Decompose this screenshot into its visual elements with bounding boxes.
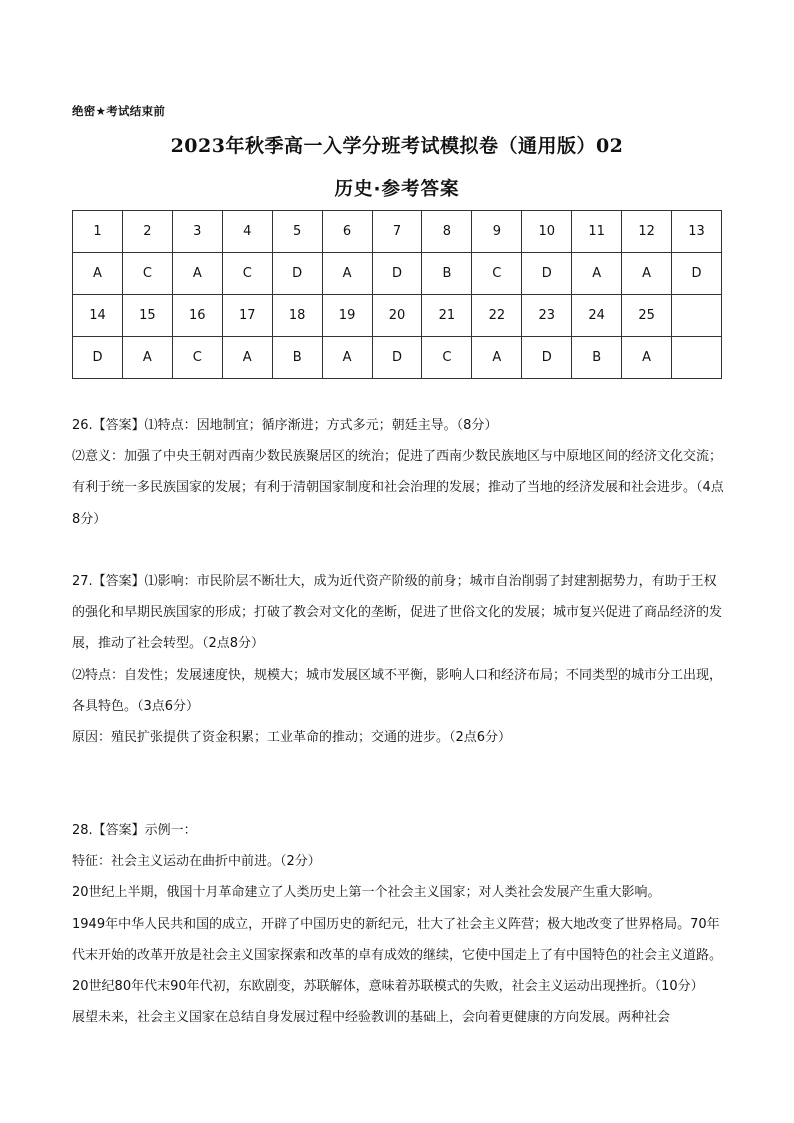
question-number-cell: 11: [572, 211, 622, 253]
table-row: [73, 211, 722, 253]
answer-letter-cell: D: [372, 253, 422, 295]
answer-letter-cell: C: [472, 253, 522, 295]
question-number-cell: 3: [172, 211, 222, 253]
question-number-cell: 23: [522, 295, 572, 337]
question-number-cell: 22: [472, 295, 522, 337]
answer-letter-cell: A: [172, 253, 222, 295]
question-number-cell: 15: [122, 295, 172, 337]
question-number-cell: 13: [672, 211, 722, 253]
answer-letter-cell: A: [572, 253, 622, 295]
question-number-cell: 19: [322, 295, 372, 337]
answer-28-feature: 特征：社会主义运动在曲折中前进。（2分）: [72, 854, 321, 870]
answer-letter-cell: A: [622, 253, 672, 295]
question-number-cell: 17: [222, 295, 272, 337]
answer-26: [72, 410, 724, 535]
table-row: [73, 295, 722, 337]
confidential-label: 绝密★考试结束前: [72, 104, 166, 118]
answer-letter-cell: C: [172, 337, 222, 379]
answer-letter-cell: [672, 337, 722, 379]
answer-letter-cell: C: [222, 253, 272, 295]
question-number-cell: 18: [272, 295, 322, 337]
question-number-cell: 14: [73, 295, 123, 337]
answer-letter-cell: A: [73, 253, 123, 295]
question-number-cell: 16: [172, 295, 222, 337]
answer-letter-cell: C: [422, 337, 472, 379]
question-number-cell: 1: [73, 211, 123, 253]
question-number-cell: 6: [322, 211, 372, 253]
answer-letter-cell: A: [122, 337, 172, 379]
question-number-cell: 5: [272, 211, 322, 253]
answer-28-heading: 28.【答案】示例一：: [72, 823, 197, 838]
question-number-cell: 4: [222, 211, 272, 253]
answer-letter-cell: A: [322, 253, 372, 295]
answer-28-para2: 1949年中华人民共和国的成立，开辟了中国历史的新纪元，壮大了社会主义阵营；极大地改变了世界格局。70年代末开始的改革开放是社会主义国家探索和改革的卓有成效的继续，它使中国走上了有中国特色的社会主义道路。20世纪80年代末90年代初，东欧剧变，苏联解体，意味着苏联模式的失败，社会主义运动出现挫折。（10分）: [72, 916, 723, 995]
answer-table: [72, 210, 722, 379]
question-number-cell: 2: [122, 211, 172, 253]
answer-26-part1: 26.【答案】⑴特点：因地制宜；循序渐进；方式多元；朝廷主导。（8分）: [72, 418, 498, 433]
answer-letter-cell: B: [572, 337, 622, 379]
answer-letter-cell: B: [422, 253, 472, 295]
question-number-cell: 7: [372, 211, 422, 253]
answer-letter-cell: A: [322, 337, 372, 379]
question-number-cell: 8: [422, 211, 472, 253]
question-number-cell: 12: [622, 211, 672, 253]
answer-27-part2: ⑵特点：自发性；发展速度快，规模大；城市发展区域不平衡，影响人口和经济布局；不同类型的城市分工出现，各具特色。（3点6分）: [72, 667, 723, 714]
answer-27-reason: 原因：殖民扩张提供了资金积累；工业革命的推动；交通的进步。（2点6分）: [72, 730, 512, 746]
answer-letter-cell: B: [272, 337, 322, 379]
answer-28-para3: 展望未来，社会主义国家在总结自身发展过程中经验教训的基础上，会向着更健康的方向发展。两种社会: [72, 1010, 671, 1026]
answer-28-para1: 20世纪上半期，俄国十月革命建立了人类历史上第一个社会主义国家；对人类社会发展产生重大影响。: [72, 885, 661, 901]
answer-letter-cell: A: [622, 337, 672, 379]
answer-letter-cell: A: [472, 337, 522, 379]
document-subtitle: 历史·参考答案: [334, 179, 460, 200]
answer-letter-cell: D: [522, 337, 572, 379]
table-row: [73, 253, 722, 295]
answer-26-part2: ⑵意义：加强了中央王朝对西南少数民族聚居区的统治；促进了西南少数民族地区与中原地区间的经济文化交流；有利于统一多民族国家的发展；有利于清朝国家制度和社会治理的发展；推动了当地的经济发展和社会进步。（4点8分）: [72, 449, 724, 527]
question-number-cell: 21: [422, 295, 472, 337]
table-row: [73, 337, 722, 379]
answer-letter-cell: D: [272, 253, 322, 295]
answer-letter-cell: D: [522, 253, 572, 295]
question-number-cell: 9: [472, 211, 522, 253]
document-title: 2023年秋季高一入学分班考试模拟卷（通用版）02: [170, 135, 624, 157]
question-number-cell: 24: [572, 295, 622, 337]
question-number-cell: 10: [522, 211, 572, 253]
question-number-cell: 25: [622, 295, 672, 337]
answer-letter-cell: D: [672, 253, 722, 295]
answer-letter-cell: D: [372, 337, 422, 379]
answer-letter-cell: C: [122, 253, 172, 295]
answer-27: [72, 566, 724, 753]
answer-letter-cell: D: [73, 337, 123, 379]
question-number-cell: [672, 295, 722, 337]
answer-28: [72, 815, 724, 1033]
answer-letter-cell: A: [222, 337, 272, 379]
question-number-cell: 20: [372, 295, 422, 337]
answer-27-part1: 27.【答案】⑴影响：市民阶层不断壮大，成为近代资产阶级的前身；城市自治削弱了封建割据势力，有助于王权的强化和早期民族国家的形成；打破了教会对文化的垄断，促进了世俗文化的发展；城市复兴促进了商品经济的发展，推动了社会转型。（2点8分）: [72, 574, 723, 652]
